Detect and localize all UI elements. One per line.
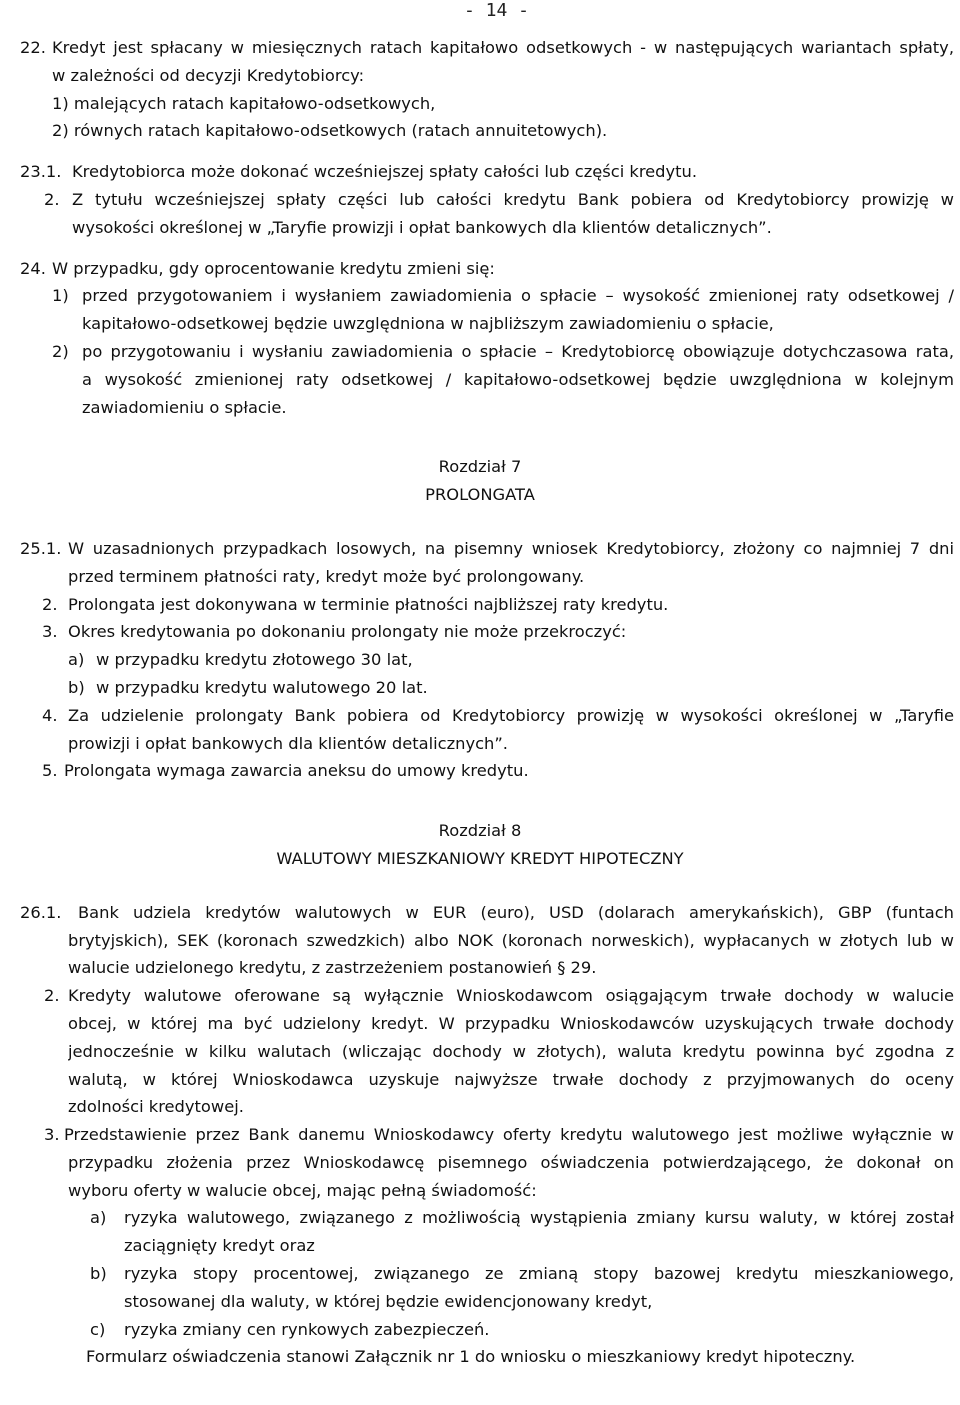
item-number: 2. xyxy=(44,189,60,209)
list-letter: b) xyxy=(90,1264,107,1284)
list-letter: c) xyxy=(90,1319,106,1339)
section-number: 24. xyxy=(20,258,46,278)
section-number: 22. xyxy=(20,38,46,57)
paragraph-line: Kredyty walutowe oferowane są wyłącznie Wnioskodawcom osiągającym trwałe dochody w walucie xyxy=(68,986,954,1006)
paragraph-line: w zależności od decyzji Kredytobiorcy: xyxy=(52,65,365,85)
chapter-title: WALUTOWY MIESZKANIOWY KREDYT HIPOTECZNY xyxy=(276,848,684,868)
chapter-7-heading xyxy=(0,453,960,509)
paragraph-line: Okres kredytowania po dokonaniu prolongaty nie może przekroczyć: xyxy=(68,622,627,642)
list-item: 1) malejących ratach kapitałowo-odsetkowych, xyxy=(52,93,436,113)
paragraph-line: wyboru oferty w walucie obcej, mając pełną świadomość: xyxy=(68,1180,537,1200)
section-23 xyxy=(0,158,960,241)
section-26 xyxy=(0,899,960,1372)
list-item: 2) równych ratach kapitałowo-odsetkowych (ratach annuitetowych). xyxy=(52,121,608,141)
list-item: w przypadku kredytu walutowego 20 lat. xyxy=(96,677,428,697)
item-number: 1) xyxy=(52,286,69,306)
paragraph-line: jednocześnie w kilku walutach (wliczając dochody w złotych), waluta kredytu powinna być zgodna z xyxy=(68,1041,954,1061)
paragraph-line: zdolności kredytowej. xyxy=(68,1097,244,1117)
paragraph-line: Prolongata wymaga zawarcia aneksu do umowy kredytu. xyxy=(64,761,529,781)
section-number: 26.1. xyxy=(20,902,62,922)
paragraph-line: wysokości określonej w „Taryfie prowizji i opłat bankowych dla klientów detalicznych”. xyxy=(72,217,772,237)
paragraph-line: Kredyt jest spłacany w miesięcznych ratach kapitałowo odsetkowych - w następujących wariantach spłaty, xyxy=(52,38,954,57)
paragraph-line: brytyjskich), SEK (koronach szwedzkich) albo NOK (koronach norweskich), wypłacanych w złotych lub w xyxy=(68,930,954,950)
paragraph-line: przed terminem płatności raty, kredyt może być prolongowany. xyxy=(68,566,585,586)
item-number: 2. xyxy=(42,594,58,614)
paragraph-line: walutą, w której Wnioskodawca uzyskuje najwyższe trwałe dochody z przyjmowanych do oceny xyxy=(68,1069,954,1089)
list-item: zaciągnięty kredyt oraz xyxy=(124,1236,315,1256)
paragraph-line: Prolongata jest dokonywana w terminie płatności najbliższej raty kredytu. xyxy=(68,594,669,614)
section-number: 23.1. xyxy=(20,162,62,182)
list-letter: a) xyxy=(90,1208,107,1228)
footer-note: Formularz oświadczenia stanowi Załącznik nr 1 do wniosku o mieszkaniowy kredyt hipoteczny. xyxy=(86,1347,856,1367)
paragraph-line: zawiadomieniu o spłacie. xyxy=(82,397,287,417)
paragraph-line: kapitałowo-odsetkowej będzie uwzględniona w najbliższym zawiadomieniu o spłacie, xyxy=(82,314,774,334)
item-number: 2) xyxy=(52,341,69,361)
paragraph-line: prowizji i opłat bankowych dla klientów detalicznych”. xyxy=(68,733,508,753)
list-letter: a) xyxy=(68,650,85,670)
list-item: w przypadku kredytu złotowego 30 lat, xyxy=(96,650,413,670)
list-item: stosowanej dla waluty, w której będzie ewidencjonowany kredyt, xyxy=(124,1291,653,1311)
paragraph-line: Za udzielenie prolongaty Bank pobiera od Kredytobiorcy prowizję w wysokości określonej w „Taryfie xyxy=(68,705,954,725)
section-22 xyxy=(0,34,960,145)
section-25 xyxy=(0,535,960,785)
item-number: 4. xyxy=(42,705,58,725)
list-item: ryzyka stopy procentowej, związanego ze zmianą stopy bazowej kredytu mieszkaniowego, xyxy=(124,1264,954,1284)
item-number: 2. xyxy=(44,986,60,1006)
list-letter: b) xyxy=(68,677,85,697)
list-item: ryzyka zmiany cen rynkowych zabezpieczeń. xyxy=(124,1319,490,1339)
chapter-title: PROLONGATA xyxy=(425,485,535,505)
paragraph-line: W uzasadnionych przypadkach losowych, na pisemny wniosek Kredytobiorcy, złożony co najmniej 7 dni xyxy=(68,538,954,558)
item-number: 3. xyxy=(44,1125,60,1145)
item-number: 5. xyxy=(42,761,58,781)
document-body xyxy=(0,34,960,1371)
paragraph-line: a wysokość zmienionej raty odsetkowej / kapitałowo-odsetkowej będzie uwzględniona w kolejnym xyxy=(82,369,954,389)
list-item: ryzyka walutowego, związanego z możliwością wystąpienia zmiany kursu waluty, w której został xyxy=(124,1208,954,1228)
paragraph-line: po przygotowaniu i wysłaniu zawiadomienia o spłacie – Kredytobiorcę obowiązuje dotychczasowa rata, xyxy=(82,341,954,361)
section-24 xyxy=(0,255,960,422)
chapter-8-heading xyxy=(0,817,960,873)
paragraph-line: Kredytobiorca może dokonać wcześniejszej spłaty całości lub części kredytu. xyxy=(72,162,698,182)
section-number: 25.1. xyxy=(20,538,62,558)
paragraph-line: walucie udzielonego kredytu, z zastrzeżeniem postanowień § 29. xyxy=(68,958,597,978)
paragraph-line: Z tytułu wcześniejszej spłaty części lub całości kredytu Bank pobiera od Kredytobiorcy prowizję w xyxy=(72,189,954,209)
paragraph-line: przypadku złożenia przez Wnioskodawcę pisemnego oświadczenia potwierdzającego, że dokonał on xyxy=(68,1152,954,1172)
paragraph-line: obcej, w której ma być udzielony kredyt. W przypadku Wnioskodawców uzyskujących trwałe dochody xyxy=(68,1013,954,1033)
chapter-label: Rozdział 8 xyxy=(438,821,522,841)
paragraph-line: W przypadku, gdy oprocentowanie kredytu zmieni się: xyxy=(52,258,495,278)
chapter-label: Rozdział 7 xyxy=(438,457,522,477)
paragraph-line: przed przygotowaniem i wysłaniem zawiadomienia o spłacie – wysokość zmienionej raty odsetkowej / xyxy=(82,286,954,306)
paragraph-line: Przedstawienie przez Bank danemu Wnioskodawcy oferty kredytu walutowego jest możliwe wyłącznie w xyxy=(64,1125,954,1145)
page-number: - 14 - xyxy=(464,0,530,21)
paragraph-line: Bank udziela kredytów walutowych w EUR (euro), USD (dolarach amerykańskich), GBP (funtach xyxy=(78,902,954,922)
item-number: 3. xyxy=(42,622,58,642)
